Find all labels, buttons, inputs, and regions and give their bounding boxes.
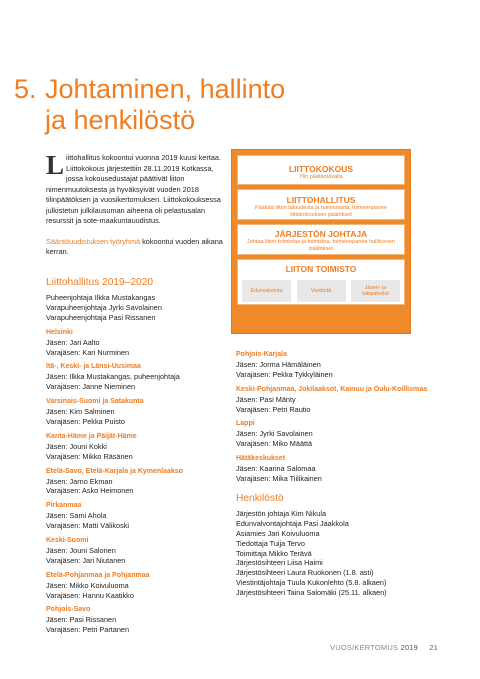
intro-text <box>46 150 224 258</box>
region-member: Jäsen: Ilkka Mustakangas, puheenjohtaja <box>46 372 180 382</box>
intro-paragraph <box>46 150 224 227</box>
region-name: Pohjois-Savo <box>46 606 91 614</box>
region-member: Varajäsen: Matti Välikoski <box>46 521 130 531</box>
region-block <box>46 605 231 635</box>
working-group-paragraph <box>46 237 224 258</box>
chapter-title-line-2: ja henkilöstö <box>45 105 196 135</box>
region-member: Varajäsen: Janne Nieminen <box>46 382 136 392</box>
org-box-liiton-toimisto <box>237 259 405 305</box>
org-box-title: LIITTOHALLITUS <box>286 195 356 205</box>
region-member: Jäsen: Pasi Rissanen <box>46 615 117 625</box>
org-box-subtitle: Johtaa liiton toimintaa ja toimistoa, toimeenpanee hallituksen päätökset <box>247 239 395 252</box>
region-member: Jäsen: Jarno Ekman <box>46 476 113 486</box>
region-block <box>46 432 231 462</box>
working-group-link[interactable]: Sääntöuudistuksen työryhmä <box>46 236 141 246</box>
region-block <box>236 385 436 415</box>
org-box-title: JÄRJESTÖN JOHTAJA <box>274 229 368 239</box>
region-member: Jäsen: Jyrki Savolainen <box>236 429 313 439</box>
officer: Varapuheenjohtaja Pasi Rissanen <box>46 312 156 322</box>
region-block <box>46 397 231 427</box>
region-member: Jäsen: Jouni Kokki <box>46 441 107 451</box>
region-block <box>46 536 231 566</box>
working-group-text: kokoontui vuoden aikana kerran. <box>46 236 223 256</box>
chapter-title <box>14 74 285 136</box>
region-name: Keski-Pohjanmaa, Jokilaaksot, Kainuu ja Oulu-Koillismaa <box>236 385 427 393</box>
region-name: Itä-, Keski- ja Länsi-Uusimaa <box>46 363 141 371</box>
staff-heading: Henkilöstö <box>236 492 284 504</box>
region-member: Jäsen: Pasi Mänty <box>236 394 296 404</box>
region-member: Varajäsen: Mika Tiilikainen <box>236 473 322 483</box>
region-member: Varajäsen: Hannu Kaatikko <box>46 590 134 600</box>
region-member: Jäsen: Jorma Hämäläinen <box>236 359 321 369</box>
chapter-number: 5. <box>14 74 37 104</box>
org-box-title: LIITON TOIMISTO <box>285 264 357 274</box>
region-member: Varajäsen: Pekka Tykkyläinen <box>236 369 333 379</box>
region-member: Varajäsen: Jari Niutanen <box>46 555 126 565</box>
region-member: Varajäsen: Petri Rautio <box>236 404 311 414</box>
region-name: Pirkanmaa <box>46 502 82 510</box>
region-block <box>46 328 231 358</box>
board-column-right <box>236 350 436 603</box>
region-member: Varajäsen: Petri Partanen <box>46 625 130 635</box>
org-box-liittokokous <box>237 155 405 185</box>
staff-member: Järjestösihteeri Taina Salomäki (25.11. alkaen) <box>236 588 387 598</box>
footer-label: VUOSIKERTOMUS <box>330 643 399 652</box>
footer-year: 2019 <box>400 643 418 652</box>
drop-cap: L <box>46 150 65 180</box>
region-name: Pohjois-Karjala <box>236 351 287 358</box>
region-name: Kanta-Häme ja Päijät-Häme <box>46 432 137 440</box>
region-member: Jäsen: Sami Ahola <box>46 511 107 521</box>
region-name: Lappi <box>236 420 255 428</box>
staff-member: Edunvalvontajohtaja Pasi Jaakkola <box>236 518 349 528</box>
staff-member: Järjestön johtaja Kim Nikula <box>236 508 327 518</box>
org-unit-edunvalvonta: Edunvalvonta <box>242 280 291 302</box>
org-units <box>238 274 404 302</box>
staff-member: Viestintäjohtaja Tuula Kukonlehto (5.8. alkaen) <box>236 578 387 588</box>
region-member: Varajäsen: Miko Määttä <box>236 439 313 449</box>
region-block <box>46 467 231 497</box>
org-box-jarjeston-johtaja <box>237 224 405 255</box>
region-member: Jäsen: Jouni Salonen <box>46 545 116 555</box>
region-name: Hätäkeskukset <box>236 455 286 463</box>
staff-member: Asiamies Jari Koivuluoma <box>236 528 320 538</box>
region-member: Jäsen: Kim Salminen <box>46 407 115 417</box>
board-officers <box>46 293 231 323</box>
region-member: Jäsen: Jari Aalto <box>46 337 100 347</box>
page-number: 21 <box>429 643 439 652</box>
region-member: Varajäsen: Asko Heimonen <box>46 486 134 496</box>
org-box-liittohallitus <box>237 189 405 220</box>
org-box-title: LIITTOKOKOUS <box>288 164 354 174</box>
region-block <box>46 571 231 601</box>
officer: Varapuheenjohtaja Jyrki Savolainen <box>46 302 162 312</box>
region-member: Varajäsen: Mikko Räsänen <box>46 451 133 461</box>
region-member: Varajäsen: Pekka Puisto <box>46 416 125 426</box>
region-member: Varajäsen: Kari Nurminen <box>46 347 130 357</box>
region-name: Varsinais-Suomi ja Satakunta <box>46 398 144 406</box>
staff-member: Tiedottaja Tuija Tervo <box>236 538 305 548</box>
officer: Puheenjohtaja Ilkka Mustakangas <box>46 293 156 302</box>
region-block <box>236 419 436 449</box>
board-column-left <box>46 276 231 640</box>
staff-member: Järjestösihteeri Laura Ruokonen (1.8. asti) <box>236 568 374 578</box>
org-chart <box>231 149 411 334</box>
staff-member: Järjestösihteeri Liisa Haimi <box>236 558 323 568</box>
region-member: Jäsen: Mikko Koivuluoma <box>46 580 129 590</box>
page-footer <box>330 643 438 652</box>
chapter-title-line-1: Johtaminen, hallinto <box>45 74 286 104</box>
region-member: Jäsen: Kaarina Salomaa <box>236 464 316 474</box>
staff-member: Toimittaja Mikko Terävä <box>236 548 312 558</box>
intro-body: iittohallitus kokoontui vuonna 2019 kuusi kertaa. Liittokokous järjestettiin 28.11.2019 Kotkassa, jossa kokousedustajat päättivät liiton nimenmuutoksesta ja hyväksyivät vuoden 2018 tilinpäätöksen ja vuosikertomuksen. Liittokokouksessa julkistetun julkilausuman aiheena oli pelastusalan resurssit ja sote-maakuntauudistus. <box>46 153 221 225</box>
org-unit-jasenpalvelut: Jäsen- ja tukipalvelut <box>351 280 400 302</box>
org-box-subtitle: Ylin päätäntävalta <box>299 174 343 180</box>
region-name: Helsinki <box>46 328 73 336</box>
region-block <box>236 350 436 380</box>
region-name: Etelä-Pohjanmaa ja Pohjanmaa <box>46 571 150 579</box>
region-name: Etelä-Savo, Etelä-Karjala ja Kymenlaakso <box>46 467 183 475</box>
region-block <box>46 362 231 392</box>
org-unit-viestinta: Viestintä <box>297 280 346 302</box>
chapter-title-block <box>14 74 285 136</box>
region-block <box>46 501 231 531</box>
region-block <box>236 454 436 484</box>
region-name: Keski-Suomi <box>46 537 89 545</box>
org-box-subtitle: Päättää liiton taloudesta ja toiminnasta, toimeenpanee liittokokouksen päätökset <box>254 205 388 218</box>
board-heading: Liittohallitus 2019–2020 <box>46 277 154 288</box>
staff-section <box>236 492 436 598</box>
